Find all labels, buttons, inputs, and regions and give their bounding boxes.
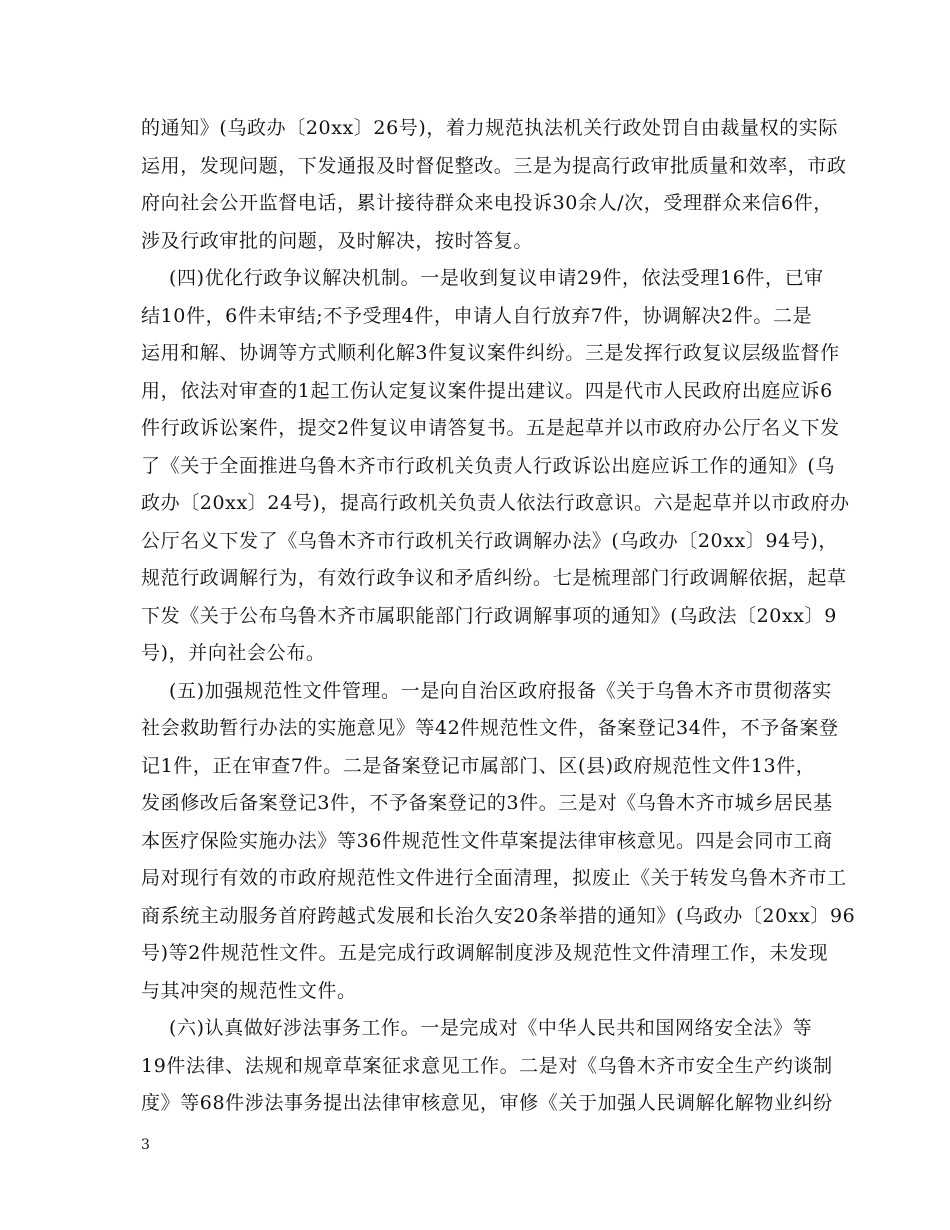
document-body xyxy=(141,110,856,1123)
text-line: 政办〔20xx〕24号)，提高行政机关负责人依法行政意识。六是起草并以市政府办 xyxy=(141,492,850,514)
text-line: 社会救助暂行办法的实施意见》等42件规范性文件，备案登记34件，不予备案登 xyxy=(141,717,839,739)
paragraph-heading-line: (六)认真做好涉法事务工作。一是完成对《中华人民共和国网络安全法》等 xyxy=(169,1017,813,1039)
text-line: 了《关于全面推进乌鲁木齐市行政机关负责人行政诉讼出庭应诉工作的通知》(乌 xyxy=(141,454,836,477)
text-line: 19件法律、法规和规章草案征求意见工作。二是对《乌鲁木齐市安全生产约谈制 xyxy=(141,1054,833,1077)
text-line: 号)等2件规范性文件。五是完成行政调解制度涉及规范性文件清理工作，未发现 xyxy=(141,942,829,964)
text-line: 府向社会公开监督电话，累计接待群众来电投诉30余人/次，受理群众来信6件， xyxy=(141,192,833,214)
text-line: 运用，发现问题，下发通报及时督促整改。三是为提高行政审批质量和效率，市政 xyxy=(141,154,847,177)
text-line: 度》等68件涉法事务提出法律审核意见，审修《关于加强人民调解化解物业纠纷 xyxy=(141,1092,833,1114)
page-number: 3 xyxy=(141,1137,150,1153)
text-line: 下发《关于公布乌鲁木齐市属职能部门行政调解事项的通知》(乌政法〔20xx〕9 xyxy=(141,604,837,627)
text-line: 运用和解、协调等方式顺利化解3件复议案件纠纷。三是发挥行政复议层级监督作 xyxy=(141,342,840,364)
text-line: 发函修改后备案登记3件，不予备案登记的3件。三是对《乌鲁木齐市城乡居民基 xyxy=(141,792,833,814)
text-line: 涉及行政审批的问题，及时解决，按时答复。 xyxy=(141,229,534,252)
text-line: 局对现行有效的市政府规范性文件进行全面清理，拟废止《关于转发乌鲁木齐市工 xyxy=(141,867,847,889)
paragraph-heading-line: (四)优化行政争议解决机制。一是收到复议申请29件，依法受理16件，已审 xyxy=(169,267,824,289)
text-line: 与其冲突的规范性文件。 xyxy=(141,979,357,1002)
text-line: 件行政诉讼案件，提交2件复议申请答复书。五是起草并以市政府办公厅名义下发 xyxy=(141,417,840,439)
text-line: 的通知》(乌政办〔20xx〕26号)，着力规范执法机关行政处罚自由裁量权的实际 xyxy=(141,117,839,139)
text-line: 号)，并向社会公布。 xyxy=(141,642,326,664)
text-line: 商系统主动服务首府跨越式发展和长治久安20条举措的通知》(乌政办〔20xx〕96 xyxy=(141,904,856,927)
paragraph-heading-line: (五)加强规范性文件管理。一是向自治区政府报备《关于乌鲁木齐市贯彻落实 xyxy=(169,679,832,702)
text-line: 结10件，6件未审结;不予受理4件，申请人自行放弃7件，协调解决2件。二是 xyxy=(141,304,813,327)
text-line: 记1件，正在审查7件。二是备案登记市属部门、区(县)政府规范性文件13件， xyxy=(141,754,816,777)
text-line: 本医疗保险实施办法》等36件规范性文件草案提法律审核意见。四是会同市工商 xyxy=(141,829,833,852)
text-line: 规范行政调解行为，有效行政争议和矛盾纠纷。七是梳理部门行政调解依据，起草 xyxy=(141,567,847,589)
text-line: 用，依法对审查的1起工伤认定复议案件提出建议。四是代市人民政府出庭应诉6 xyxy=(141,379,833,402)
text-line: 公厅名义下发了《乌鲁木齐市行政机关行政调解办法》(乌政办〔20xx〕94号)， xyxy=(141,529,839,552)
